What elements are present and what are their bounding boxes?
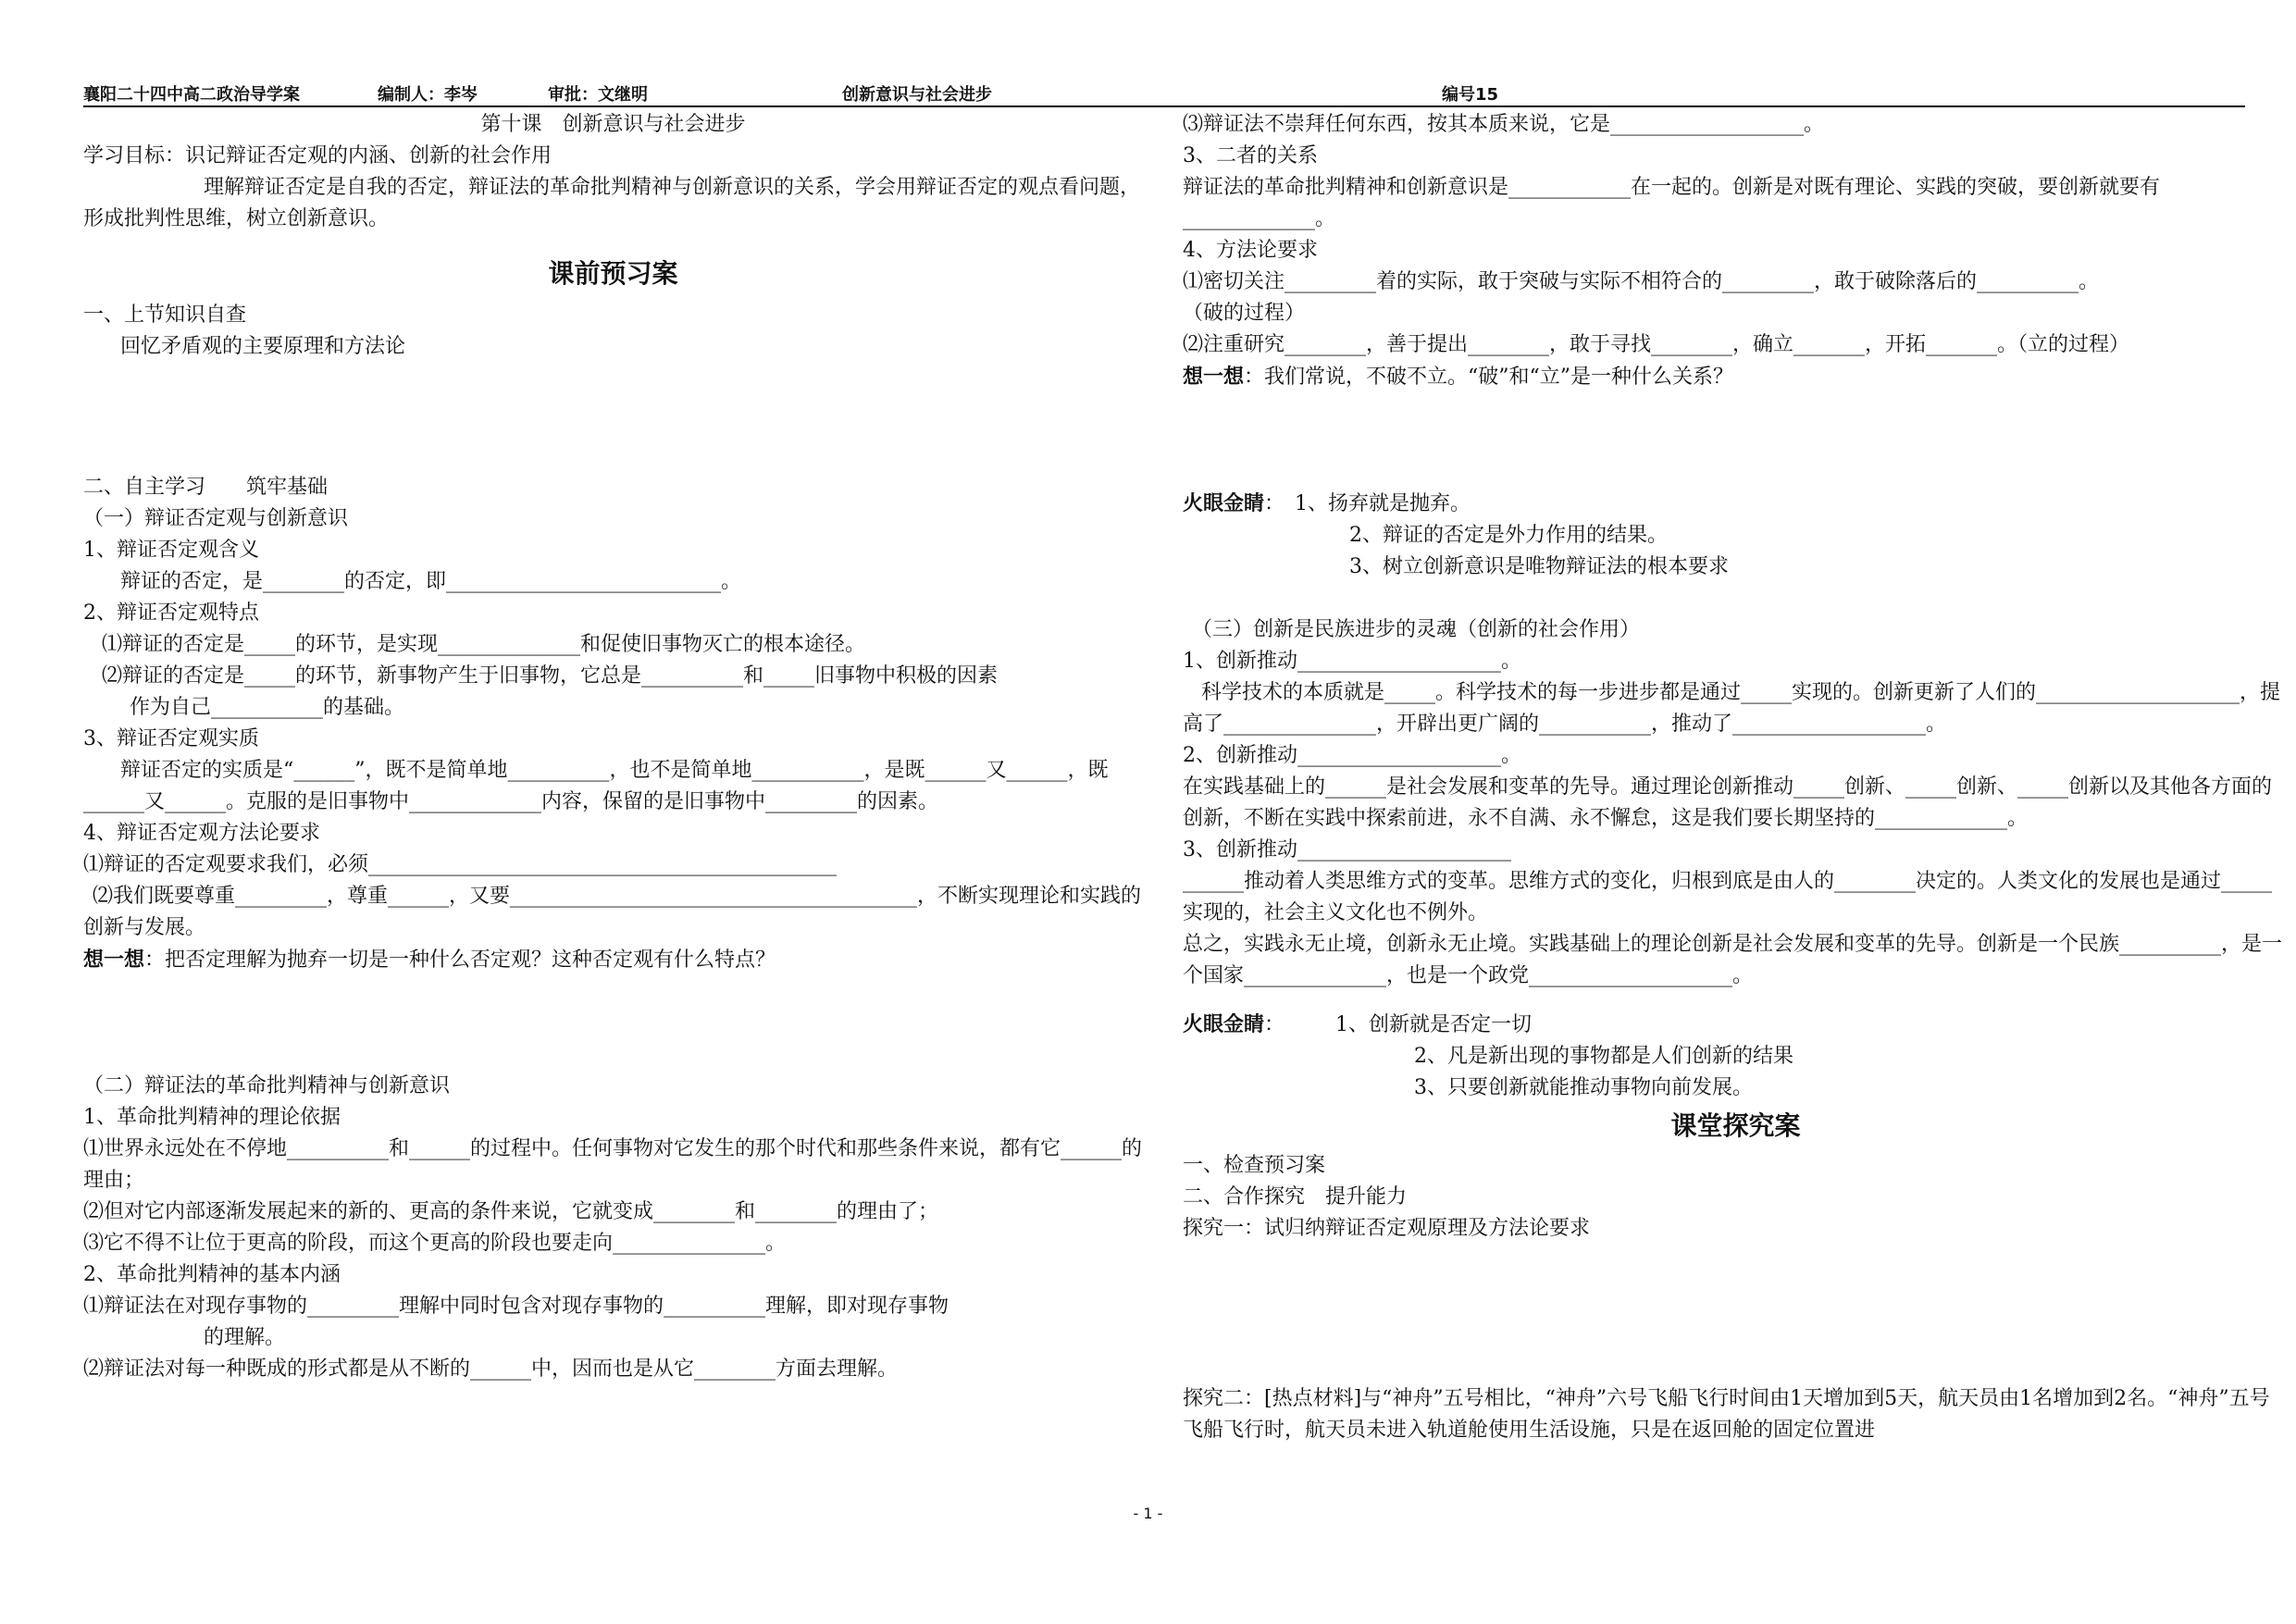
judge-two-item-3: 3、只要创新就能推动事物向前发展。 <box>1414 1076 1753 1099</box>
p2-1-c: ⑶它不得不让位于更高的阶段，而这个更高的阶段也要走向_______________。 <box>83 1232 787 1255</box>
p3-1-text: 科学技术的本质就是_____。科学技术的每一步进步都是通过_____实现的。创新更新了人们的____________________，提高了_______________，开辟出更广阔的___________，推动了___________________。 <box>1183 681 2281 736</box>
p3-3-text: ______推动着人类思维方式的变革。思维方式的变化，归根到底是由人的________决定的。人类文化的发展也是通过_____实现的，社会主义文化也不例外。 <box>1183 870 2273 924</box>
judge-two-label: 火眼金睛 <box>1183 1012 1265 1036</box>
self-study-heading: 二、自主学习 筑牢基础 <box>83 476 329 499</box>
p1-3-text: 辩证否定的实质是“______”，既不是简单地__________，也不是简单地___________，是既______又______，既______又______。克服的是旧事物中_____________内容，保留的是旧事物中_________的因素。 <box>83 759 1109 813</box>
learning-goal-2: 理解辩证否定是自我的否定，辩证法的革命批判精神与创新意识的关系，学会用辩证否定的观点看问题，形成批判性思维，树立创新意识。 <box>83 176 1141 230</box>
p2-4-a2: （破的过程） <box>1183 302 1306 325</box>
class-step-2: 二、合作探究 提升能力 <box>1183 1185 1408 1209</box>
lesson-title: 第十课 创新意识与社会进步 <box>480 113 746 136</box>
header-topic: 创新意识与社会进步 <box>842 85 992 105</box>
judge-two-item-2: 2、凡是新出现的事物都是人们创新的结果 <box>1414 1045 1793 1068</box>
p2-3-title: 3、二者的关系 <box>1183 144 1318 167</box>
judge-one-item-1 <box>1183 488 2289 520</box>
page-header <box>83 81 2245 107</box>
p3-2-text: 在实践基础上的______是社会发展和变革的先导。通过理论创新推动_____创新、_____创新、_____创新以及其他各方面的创新，不断在实践中探索前进，永不自满、永不懈怠，这是我们要长期坚持的_____________。 <box>1183 775 2273 830</box>
p2-2-title: 2、革命批判精神的基本内涵 <box>83 1263 341 1286</box>
judge-one-item-2: 2、辩证的否定是外力作用的结果。 <box>1349 524 1668 547</box>
p2-1-title: 1、革命批判精神的理论依据 <box>83 1106 341 1129</box>
explore-one: 探究一：试归纳辩证否定观原理及方法论要求 <box>1183 1217 1591 1240</box>
judge-one-item-3: 3、树立创新意识是唯物辩证法的根本要求 <box>1349 555 1729 578</box>
judge-one-text-1: ： 1、扬弃就是抛弃。 <box>1264 492 1471 515</box>
header-editor: 编制人：李岑 <box>378 85 478 105</box>
part2-heading: （二）辩证法的革命批判精神与创新意识 <box>83 1074 451 1097</box>
p1-1-text: 辩证的否定，是________的否定，即___________________________。 <box>120 570 742 593</box>
p2-1-b: ⑵但对它内部逐渐发展起来的新的、更高的条件来说，它就变成________和________的理由了； <box>83 1200 939 1223</box>
think-one-label: 想一想 <box>83 948 145 972</box>
p2-4-a: ⑴密切关注_________着的实际，敢于突破与实际不相符合的_________，敢于破除落后的__________。 <box>1183 270 2100 293</box>
p3-1-title: 1、创新推动____________________。 <box>1183 650 1521 673</box>
p1-1-title: 1、辩证否定观含义 <box>83 539 259 562</box>
p1-2-title: 2、辩证否定观特点 <box>83 601 259 625</box>
p1-4-b: ⑵我们既要尊重_________，尊重______，又要________________________________________，不断实现理论和实践的创新与发展。 <box>83 885 1142 939</box>
learning-goal-1: 学习目标：识记辩证否定观的内涵、创新的社会作用 <box>83 144 552 167</box>
section-title-preview: 课前预习案 <box>548 258 678 289</box>
review-item: 回忆矛盾观的主要原理和方法论 <box>120 335 406 358</box>
header-reviewer: 审批：文继明 <box>548 85 648 105</box>
judge-two-text-1: ： 1、创新就是否定一切 <box>1264 1013 1533 1036</box>
section-title-class: 课堂探究案 <box>1670 1110 1801 1141</box>
right-column <box>1183 109 2289 1446</box>
judge-one-label: 火眼金睛 <box>1183 491 1265 515</box>
part1-heading: （一）辩证否定观与创新意识 <box>83 507 349 530</box>
p2-2-a: ⑴辩证法在对现存事物的_________理解中同时包含对现存事物的__________理解，即对现存事物 <box>83 1295 949 1318</box>
p3-2-title: 2、创新推动____________________。 <box>1183 744 1521 767</box>
think-two-text: ：我们常说，不破不立。“破”和“立”是一种什么关系？ <box>1244 366 1734 389</box>
p1-3-title: 3、辩证否定观实质 <box>83 727 259 750</box>
p1-2-c: 作为自己___________的基础。 <box>130 696 405 719</box>
page-number: - 1 - <box>1133 1505 1163 1522</box>
think-two-label: 想一想 <box>1183 365 1245 389</box>
p1-2-b: ⑵辩证的否定是_____的环节，新事物产生于旧事物，它总是__________和_____旧事物中积极的因素 <box>102 664 999 688</box>
review-heading: 一、上节知识自查 <box>83 304 247 327</box>
p2-3-text: 辩证法的革命批判精神和创新意识是____________在一起的。创新是对既有理论、实践的突破，要创新就要有_____________。 <box>1183 176 2161 230</box>
part3-heading: （三）创新是民族进步的灵魂（创新的社会作用） <box>1192 618 1641 641</box>
think-two <box>1183 361 2289 393</box>
class-step-1: 一、检查预习案 <box>1183 1154 1326 1177</box>
p1-4-a: ⑴辩证的否定观要求我们，必须______________________________________________ <box>83 853 838 876</box>
p2-4-title: 4、方法论要求 <box>1183 239 1318 262</box>
p1-2-a: ⑴辩证的否定是_____的环节，是实现______________和促使旧事物灭亡的根本途径。 <box>102 633 866 656</box>
p2-2-b: ⑵辩证法对每一种既成的形式都是从不断的______中，因而也是从它________方面去理解。 <box>83 1357 899 1381</box>
p3-summary: 总之，实践永无止境，创新永无止境。实践基础上的理论创新是社会发展和变革的先导。创新是一个民族__________，是一个国家______________，也是一个政党____________________。 <box>1183 933 2283 987</box>
explore-two: 探究二：[热点材料]与“神舟”五号相比，“神舟”六号飞船飞行时间由1天增加到5天，航天员由1名增加到2名。“神舟”五号飞船飞行时，航天员未进入轨道舱使用生活设施，只是在返回舱的固定位置进 <box>1183 1387 2270 1442</box>
p2-4-b: ⑵注重研究________，善于提出________，敢于寻找________，确立_______，开拓_______。（立的过程） <box>1183 333 2130 356</box>
p2-2-a2: 的理解。 <box>204 1326 286 1349</box>
left-column <box>83 109 1143 1385</box>
p2-1-a: ⑴世界永远处在不停地__________和______的过程中。任何事物对它发生的那个时代和那些条件来说，都有它______的理由； <box>83 1137 1143 1192</box>
header-school: 襄阳二十四中高二政治导学案 <box>83 85 300 105</box>
p2-1-d: ⑶辩证法不崇拜任何东西，按其本质来说，它是___________________。 <box>1183 113 1825 136</box>
p3-3-title: 3、创新推动_____________________ <box>1183 838 1511 862</box>
judge-two-item-1 <box>1183 1009 2289 1041</box>
header-number: 编号15 <box>1442 85 1499 105</box>
p1-4-title: 4、辩证否定观方法论要求 <box>83 822 320 845</box>
think-one-text: ：把否定理解为抛弃一切是一种什么否定观？这种否定观有什么特点？ <box>144 948 776 972</box>
think-one <box>83 944 1143 976</box>
